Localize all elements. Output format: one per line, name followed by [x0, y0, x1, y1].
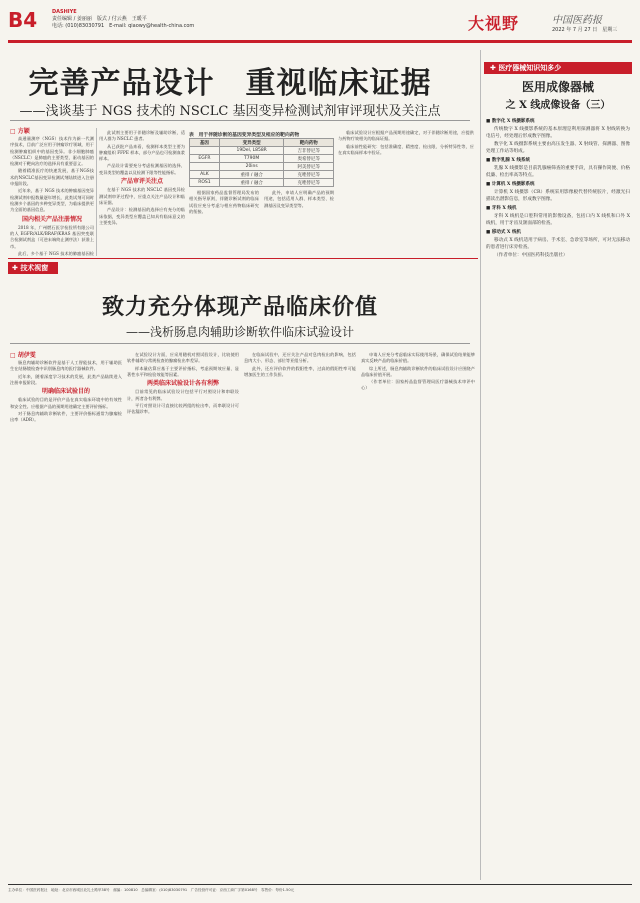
- paper-name: 中国医药报: [552, 15, 602, 26]
- lead-rule: [10, 120, 470, 121]
- lead-sec2-title: 产品审评关注点: [120, 178, 163, 186]
- right-banner: ✚ 医疗器械知识知多少: [484, 62, 632, 74]
- second-col-2: 在试验设计方面，应采用随机对照试验设计，比较使用软件辅助与常规检查的腺瘤检出率差异。 样本量估算应基于主要评价指标，考虑预期效应量、显著性水平和检验效能等因素。 两类临床试验设计各有利弊 目前常见的临床试验设计包括平行对照设计和串联设计，两者各有利弊。 平行对照设计可直接比较两组的检出率，而串联设计可评估漏诊率。: [127, 352, 239, 415]
- second-author: □ 胡伊雯: [10, 352, 36, 359]
- lead-sec1-title: 国内相关产品注册情况: [21, 215, 82, 223]
- lead-col-4: 临床试验设计应根据产品预期用途确定，对于伴随诊断用途，应提供与药物疗效相关的临床证据。 临床前性能研究：包括准确度、精密度、检出限、分析特异性等，应在真实临床样本中验证。: [338, 130, 474, 155]
- table-header: 基因: [190, 139, 220, 147]
- right-title-2: 之 X 线成像设备（三）: [505, 100, 611, 111]
- table-row: ROS1 重排 / 融合 克唑替尼等: [190, 179, 334, 187]
- second-col-3: 在临床试验中，还应关注产品对息肉检出的影响，包括息肉大小、形态、部位等亚组分析。 此外，还应评价软件的假阳性率，过高的假阳性率可能增加医生的工作负担。: [244, 352, 356, 377]
- table-header: 靶向药物: [284, 139, 334, 147]
- lead-headline: 完善产品设计 重视临床证据: [28, 66, 432, 101]
- second-headline: 致力充分体现产品临床价值: [101, 294, 378, 320]
- footer-info: 主办单位：中国医药报社 地址：北京市西城区北礼士路甲38号 邮编：100810 总编辑室：(010)83030791 广告经营许可证：京西工商广字第0168号 零售价：每份1.50元: [8, 888, 295, 892]
- right-body: ■ 数字化 X 线摄影系统 传统数字 X 线摄影系统的基本原理是利用探测器将 X 射线转换为电信号，经处理后形成数字图像。 数字化 X 线摄影系统主要由高压发生器、X 射线管、探测器、图像处理工作站等组成。 ■ 数字乳腺 X 线系统 乳腺 X 线摄影是目前乳腺癌筛查的重要手段，具有操作简便、价格低廉、检出率高等特点。 ■ 计算机 X 线摄影系统 计算机 X 线摄影（CR）系统采用影像板代替传统胶片，经激光扫描读出潜影信息，形成数字图像。 ■ 牙科 X 线机 牙科 X 线机是口腔科常用的影像设备，包括口内 X 线机和口外 X 线机，用于牙齿及颌面部的检查。 ■ 移动式 X 线机 移动式 X 线机适用于病房、手术室、急诊室等场所，可对无法移动的患者进行床旁检查。 （作者单位：中国医药科技出版社）: [486, 119, 630, 258]
- table-header: 变异类型: [219, 139, 284, 147]
- header-meta: [52, 9, 232, 30]
- second-rule: [10, 343, 470, 344]
- drug-table: [189, 138, 334, 187]
- lead-col-2: 此试剂主要用于伴随诊断及辅助诊断，适用人群为 NSCLC 患者。 从已获批产品来看，检测样本类型主要为肿瘤组织 FFPE 样本，部分产品也可检测血浆样本。 产品设计需要充分考虑检测基因的选择、变异类型的覆盖以及检测下限等性能指标。 产品审评关注点 在基于 NGS 技术的 NSCLC 基因变异检测试剂审评过程中，应重点关注产品设计和临床证据。 产品设计：检测基因的选择应有充分的临床依据，变异类型应覆盖已知具有临床意义的主要变异。: [99, 130, 185, 225]
- phone-line: 电话: (010)83030791 E-mail: qiaowy@health-china.com: [52, 23, 195, 29]
- right-title: 医用成像器械: [521, 80, 594, 94]
- tech-section-tag: ✚ 技术视窗: [8, 262, 58, 274]
- table-row: 20ins 阿美替尼等: [190, 163, 334, 171]
- plus-icon: ✚: [490, 64, 499, 72]
- column-divider: [480, 50, 481, 880]
- page-number: B4: [8, 8, 38, 32]
- second-sec1-title: 明确临床试验目的: [41, 388, 90, 396]
- section-rule: [8, 258, 478, 259]
- second-col-4: 申请人应充分考虑临床实际使用场景，确保试验结果能够真实反映产品的临床价值。 综上所述，肠息肉辅助诊断软件的临床试验设计应围绕产品临床价值开展。 （作者单位：国家药品监督管理局医疗器械技术审评中心）: [361, 352, 475, 391]
- editor-line: 责任编辑 / 姜丽丽 版式 / 付云燕 王暖平: [52, 16, 147, 22]
- section-title: 大视野: [468, 14, 520, 33]
- second-subheadline: ——浅析肠息肉辅助诊断软件临床试验设计: [125, 325, 354, 339]
- table-caption: 表 用于伴随诊断的基因变异类型及相应的靶向药物: [189, 133, 300, 138]
- divider: [96, 128, 97, 256]
- plus-icon: ✚: [12, 264, 21, 272]
- table-row: 19Del, L858R 吉非替尼等: [190, 147, 334, 155]
- issue-date: 2022 年 7 月 27 日 星期三: [552, 27, 618, 33]
- lead-col-1: 高通量测序（NGS）技术作为新一代测序技术，目前广泛应用于肿瘤诊疗领域，用于检测肿瘤组织中的基因变异。非小细胞肺癌（NSCLC）是肺癌的主要类型，驱动基因的检测对于靶向治疗的选择具有重要意义。 随着精准医疗的快速发展，基于NGS技术的NSCLC基因变异检测试剂陆续进入注册申报阶段。 近年来，基于 NGS 技术的肿瘤基因变异检测试剂申报数量逐年增长，此类试剂可同时检测多个基因的多种变异类型，为临床提供更为全面的基因信息。 国内相关产品注册情况 2018 年，广州燃石医学检验所有限公司的人 EGFR/ALK/BRAF/KRAS 基因突变联合检测试剂盒（可逆末端终止测序法）获准上市。 此后，多个基于 NGS 技术的肺癌基因检: [10, 136, 94, 256]
- second-sec2-title: 两类临床试验设计各有利弊: [146, 380, 219, 388]
- table-row: EGFR T790M 奥希替尼等: [190, 155, 334, 163]
- header-rule: [8, 40, 632, 43]
- second-col-1: 肠息肉辅助诊断软件是基于人工智能技术，用于辅助医生在结肠镜检查中识别肠息肉的医疗器械软件。 近年来，随着深度学习技术的发展，此类产品陆续进入注册申报阶段。 明确临床试验目的 临床试验的目的是评价产品在真实临床环境中的有效性和安全性。应根据产品的预期用途确定主要评价指标。 对于肠息肉辅助诊断软件，主要评价指标通常为腺瘤检出率（ADR）。: [10, 360, 122, 423]
- lead-col-3: 根据国家药品监督管理局发布的相关指导原则，伴随诊断试剂的临床试验应充分考虑与相应药物临床研究的衔接。 此外，申请人应明确产品的预期用途，包括适用人群、样本类型、检测基因及变异类型等。: [189, 190, 334, 214]
- footer-rule: [8, 884, 632, 885]
- table-row: ALK 重排 / 融合 克唑替尼等: [190, 171, 334, 179]
- lead-author: □ 方颖: [10, 128, 30, 135]
- lead-subheadline: ——浅谈基于 NGS 技术的 NSCLC 基因变异检测试剂审评现状及关注点: [19, 104, 441, 119]
- page-section-en: DASHIYE: [52, 9, 77, 15]
